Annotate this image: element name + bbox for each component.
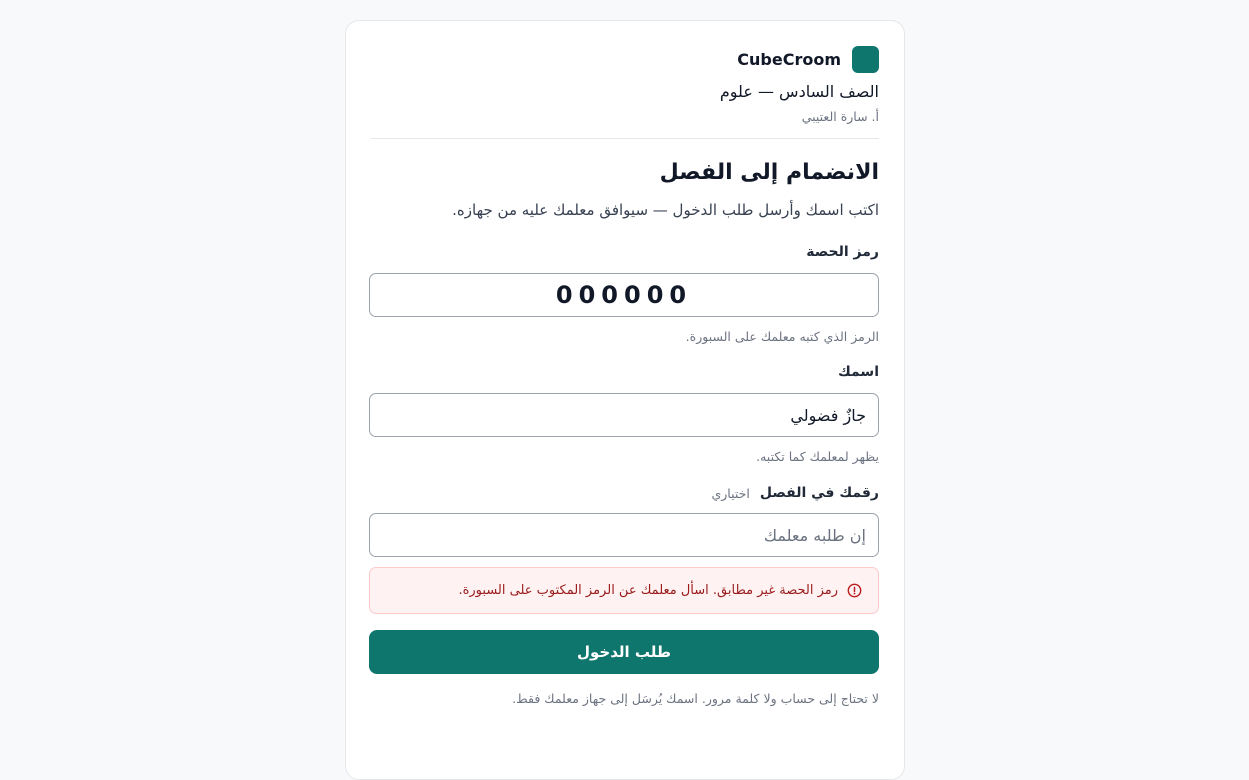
- code-label-row: [371, 242, 879, 262]
- code-label: رمز الحصة: [806, 244, 879, 260]
- seat-number-label: رقمك في الفصل: [759, 485, 879, 501]
- name-label: اسمك: [838, 364, 879, 380]
- request-join-button[interactable]: طلب الدخول: [369, 630, 879, 674]
- seat-label-row: [371, 483, 879, 503]
- name-hint: يظهر لمعلمك كما تكتبه.: [756, 449, 879, 464]
- class-name: الصف السادس — علوم: [719, 82, 879, 101]
- page-title: الانضمام إلى الفصل: [659, 160, 879, 185]
- brand-header: [371, 46, 879, 73]
- code-hint: الرمز الذي كتبه معلمك على السبورة.: [685, 329, 879, 344]
- seat-number-input[interactable]: [369, 513, 879, 557]
- divider: [371, 138, 879, 139]
- teacher-name: أ. سارة العتيبي: [801, 109, 879, 124]
- optional-tag: اختياري: [711, 485, 750, 501]
- session-code-input[interactable]: [369, 273, 879, 317]
- brand-name: CubeCroom: [737, 50, 841, 69]
- alert-circle-icon: [847, 583, 862, 598]
- privacy-note: لا تحتاج إلى حساب ولا كلمة مرور. اسمك يُرسَل إلى جهاز معلمك فقط.: [512, 691, 879, 706]
- logo-icon: [852, 46, 879, 73]
- error-message: رمز الحصة غير مطابق. اسأل معلمك عن الرمز المكتوب على السبورة.: [458, 583, 838, 598]
- student-name-input[interactable]: [369, 393, 879, 437]
- name-label-row: [371, 362, 879, 382]
- page-subtitle: اكتب اسمك وأرسل طلب الدخول — سيوافق معلمك عليه من جهازه.: [452, 201, 879, 219]
- join-card: [345, 20, 905, 780]
- error-alert: [369, 567, 879, 614]
